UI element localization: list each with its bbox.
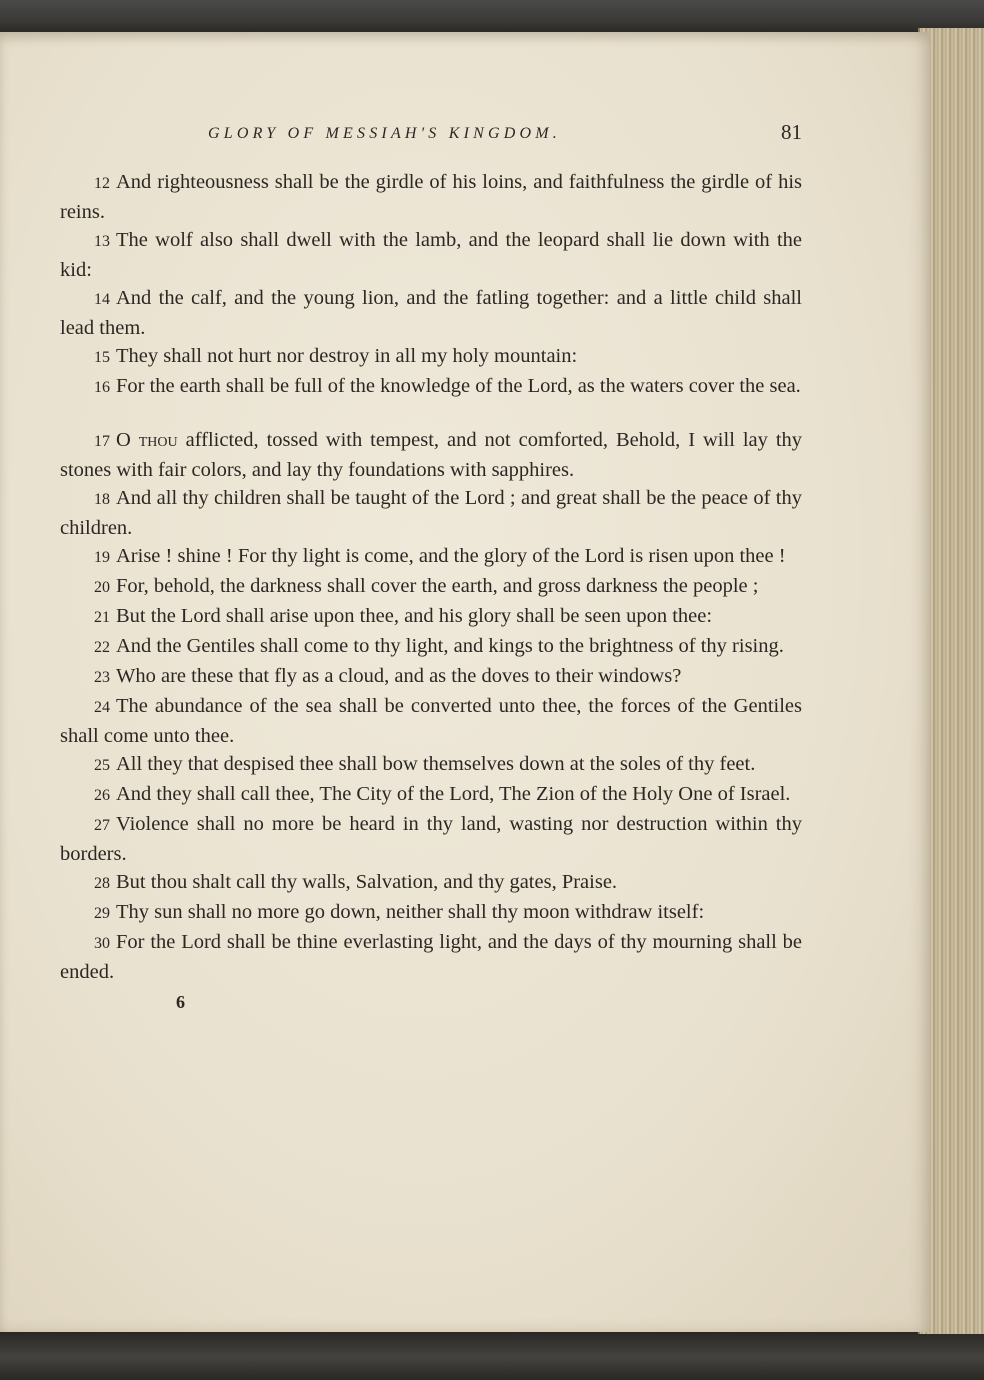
verse [60, 632, 802, 662]
verse-text: For, behold, the darkness shall cover the earth, and gross darkness the people ; [116, 575, 759, 597]
verse-number: 21 [94, 609, 110, 626]
verse [60, 810, 802, 868]
verse [60, 780, 802, 810]
verse-number: 16 [94, 379, 110, 396]
verse-number: 15 [94, 349, 110, 366]
verse [60, 602, 802, 632]
verse-text: Thy sun shall no more go down, neither shall thy moon withdraw itself: [116, 901, 705, 923]
verse-text: All they that despised thee shall bow themselves down at the soles of thy feet. [116, 753, 756, 775]
verse-text: afflicted, tossed with tempest, and not comforted, Behold, I will lay thy stones with fair colors, and lay thy foundations with sapphires. [60, 429, 803, 481]
verse-text: The wolf also shall dwell with the lamb, and the leopard shall lie down with the kid: [60, 229, 802, 281]
verse-number: 25 [94, 757, 110, 774]
verse-number: 28 [94, 875, 110, 892]
verse-text: For the earth shall be full of the knowledge of the Lord, as the waters cover the sea. [116, 375, 801, 397]
verse-text: But thou shalt call thy walls, Salvation, and thy gates, Praise. [116, 871, 618, 893]
verse-number: 14 [94, 291, 110, 308]
verse [60, 542, 802, 572]
verse [60, 868, 802, 898]
verse-lead-word: O thou [116, 429, 178, 451]
verse-text: And they shall call thee, The City of the Lord, The Zion of the Holy One of Israel. [116, 783, 791, 805]
verse [60, 572, 802, 602]
verse-text: And all thy children shall be taught of the Lord ; and great shall be the peace of thy children. [60, 487, 802, 539]
signature-mark: 6 [176, 992, 185, 1012]
verse-number: 23 [94, 669, 110, 686]
verse-text: And righteousness shall be the girdle of his loins, and faithfulness the girdle of his reins. [60, 171, 802, 223]
page-number: 81 [781, 120, 802, 144]
verse-number: 17 [94, 433, 110, 450]
verse-text: The abundance of the sea shall be converted unto thee, the forces of the Gentiles shall come unto thee. [60, 695, 802, 747]
verse [60, 750, 802, 780]
verse-text: Who are these that fly as a cloud, and as the doves to their windows? [116, 665, 682, 687]
verse-number: 20 [94, 579, 110, 596]
verse [60, 342, 802, 372]
verse [60, 372, 802, 402]
book-cover-bottom [0, 1334, 984, 1380]
verse-number: 12 [94, 175, 110, 192]
verse-number: 30 [94, 935, 110, 952]
verse-number: 26 [94, 787, 110, 804]
verse-number: 22 [94, 639, 110, 656]
verse-number: 27 [94, 817, 110, 834]
verse-text: Arise ! shine ! For thy light is come, and the glory of the Lord is risen upon thee ! [116, 545, 786, 567]
verse-text: Violence shall no more be heard in thy land, wasting nor destruction within thy borders. [60, 813, 802, 865]
verse [60, 168, 802, 226]
running-head-title: GLORY OF MESSIAH'S KINGDOM. [208, 125, 561, 142]
verse-text: But the Lord shall arise upon thee, and his glory shall be seen upon thee: [116, 605, 713, 627]
verse [60, 284, 802, 342]
verse-text: For the Lord shall be thine everlasting light, and the days of thy mourning shall be ended. [60, 931, 802, 983]
section-break [60, 402, 802, 426]
verse-text: And the Gentiles shall come to thy light, and kings to the brightness of thy rising. [116, 635, 784, 657]
running-head [60, 118, 802, 152]
verse-number: 29 [94, 905, 110, 922]
verse-text: They shall not hurt nor destroy in all my holy mountain: [116, 345, 578, 367]
verse-number: 18 [94, 491, 110, 508]
book-cover-top [0, 0, 984, 36]
page-text [60, 118, 802, 1016]
verse [60, 484, 802, 542]
verse-number: 13 [94, 233, 110, 250]
verse [60, 426, 802, 484]
verse-text: And the calf, and the young lion, and the fatling together: and a little child shall lead them. [60, 287, 802, 339]
verse-number: 19 [94, 549, 110, 566]
verse [60, 226, 802, 284]
verse-number: 24 [94, 699, 110, 716]
verse [60, 928, 802, 986]
verse [60, 662, 802, 692]
verse [60, 692, 802, 750]
verse [60, 898, 802, 928]
